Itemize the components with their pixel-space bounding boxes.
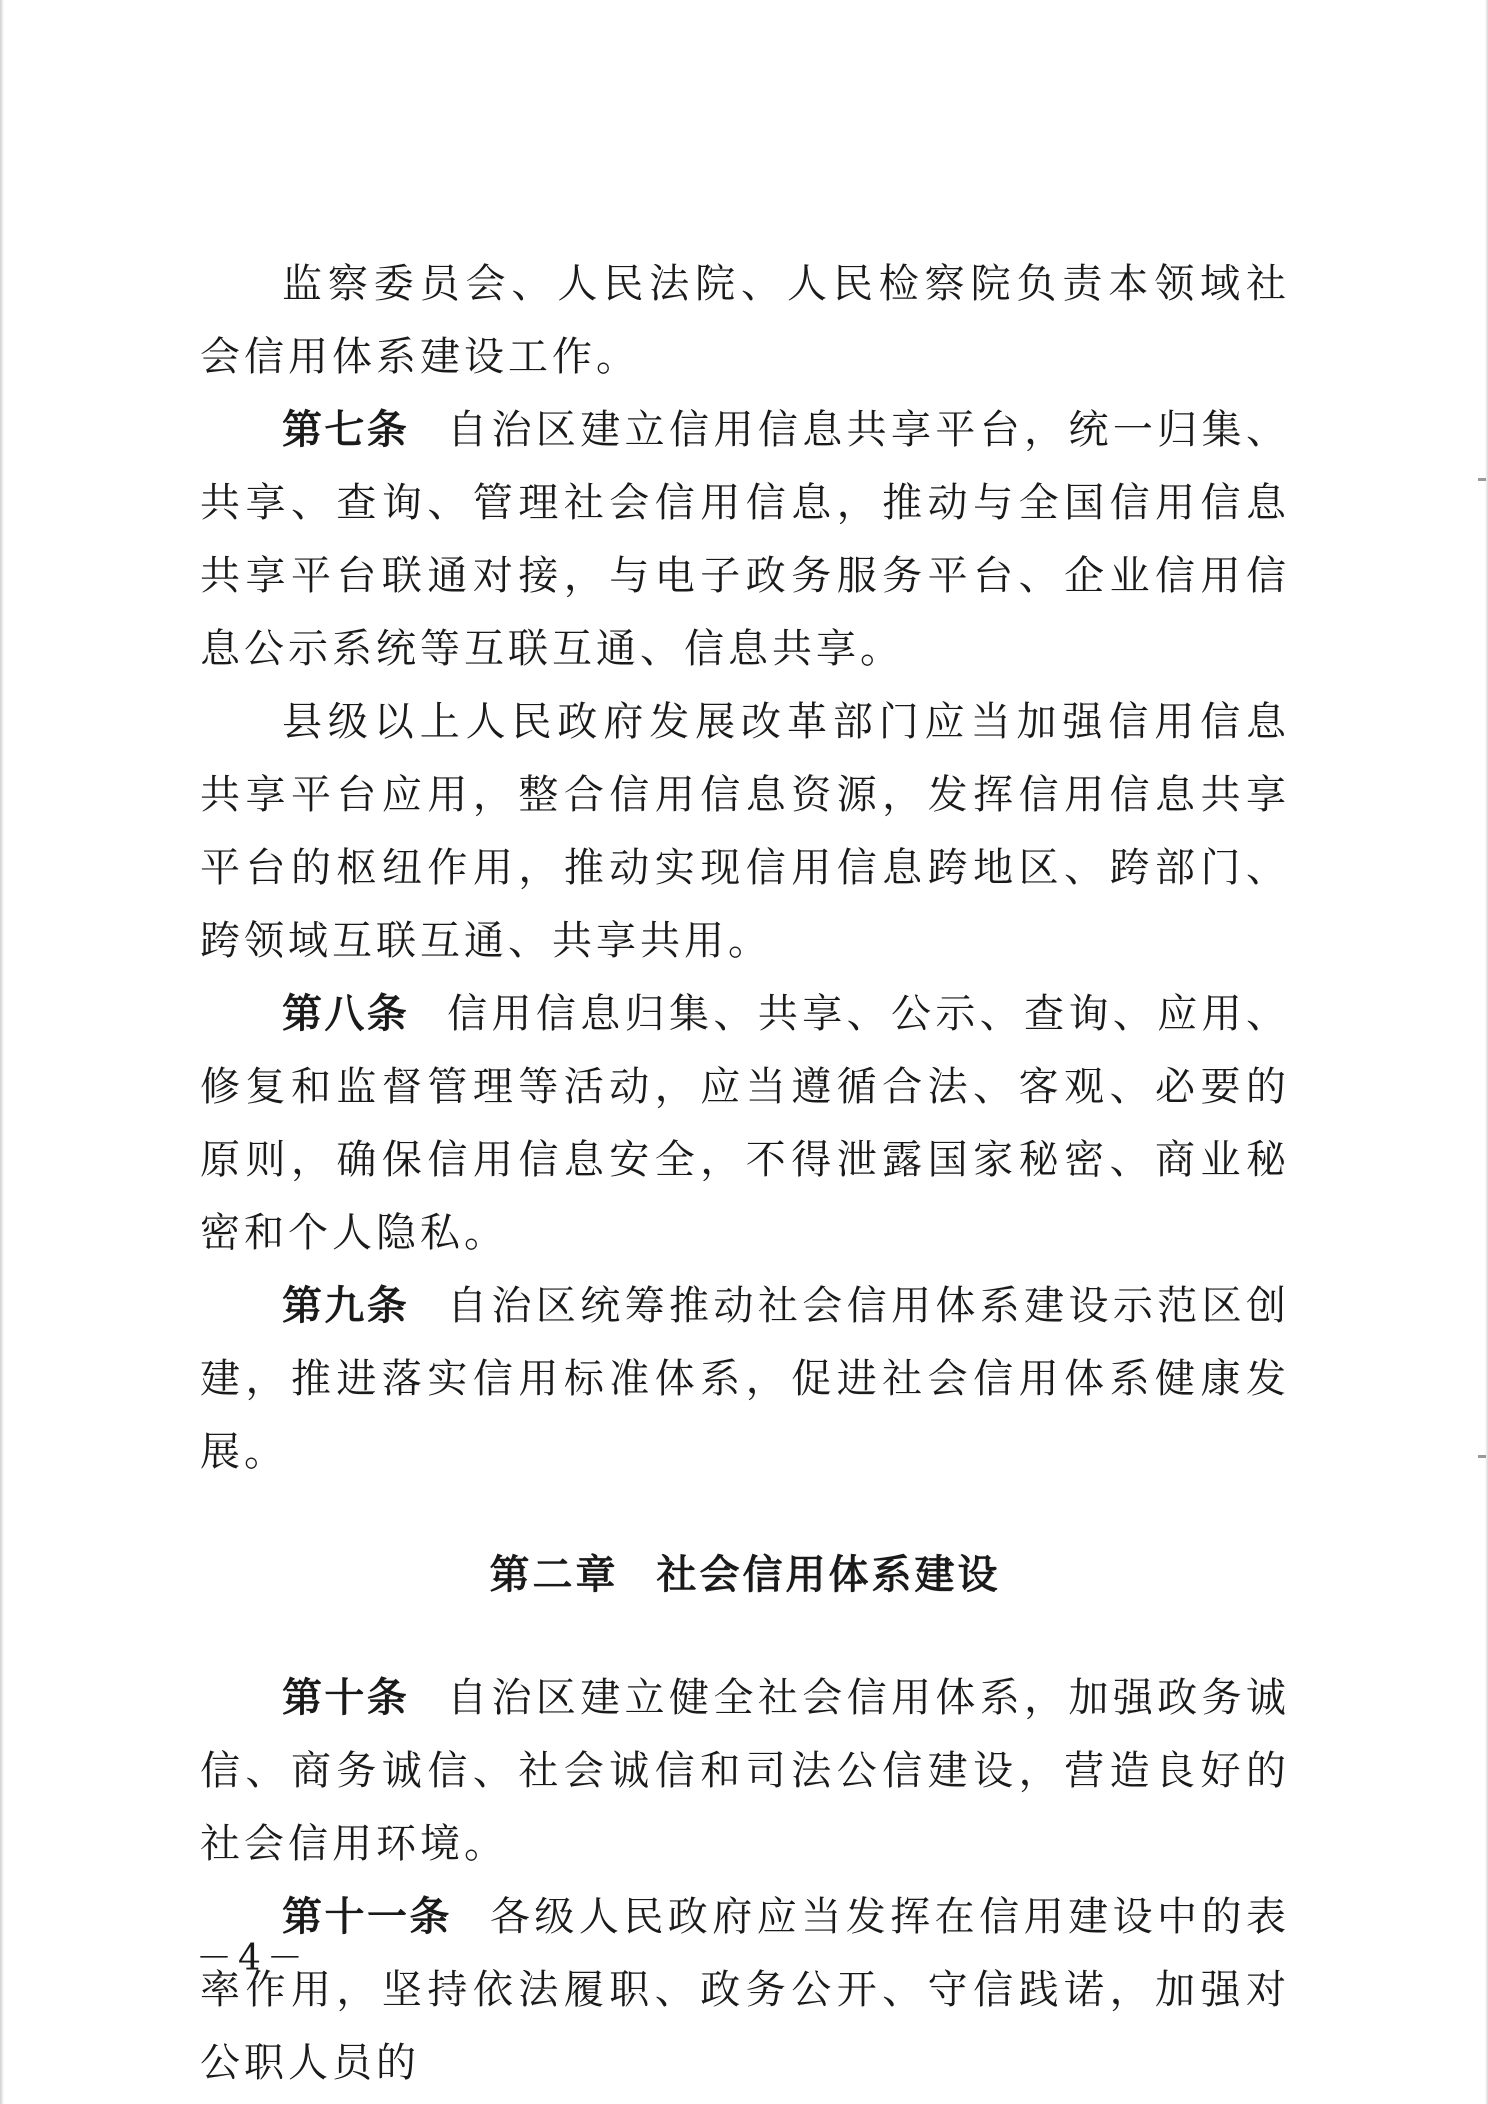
binding-mark (1478, 1455, 1486, 1458)
article-number: 第九条 (282, 1283, 410, 1329)
binding-mark (1478, 478, 1486, 481)
paragraph (200, 248, 1290, 394)
paragraph-text: 监察委员会、人民法院、人民检察院负责本领域社会信用体系建设工作。 (200, 261, 1290, 380)
article-number: 第七条 (282, 407, 410, 453)
article-paragraph (200, 394, 1290, 686)
document-body (200, 248, 1290, 2100)
paragraph (200, 686, 1290, 978)
paragraph-text: 自治区建立信用信息共享平台，统一归集、共享、查询、管理社会信用信息，推动与全国信用信息共享平台联通对接，与电子政务服务平台、企业信用信息公示系统等互联互通、信息共享。 (200, 407, 1291, 672)
article-number: 第十条 (282, 1675, 410, 1721)
article-paragraph (200, 1270, 1290, 1489)
article-paragraph (200, 1662, 1290, 1881)
paragraph-text: 自治区统筹推动社会信用体系建设示范区创建，推进落实信用标准体系，促进社会信用体系健康发展。 (200, 1283, 1291, 1475)
paragraph-text: 县级以上人民政府发展改革部门应当加强信用信息共享平台应用，整合信用信息资源，发挥信用信息共享平台的枢纽作用，推动实现信用信息跨地区、跨部门、跨领域互联互通、共享共用。 (200, 699, 1290, 964)
scan-edge-left (0, 0, 4, 2104)
chapter-number: 第二章 (489, 1552, 619, 1598)
chapter-heading (200, 1539, 1290, 1612)
article-paragraph (200, 978, 1290, 1270)
chapter-title: 社会信用体系建设 (656, 1552, 1001, 1598)
paragraph-text: 各级人民政府应当发挥在信用建设中的表率作用，坚持依法履职、政务公开、守信践诺，加强对公职人员的 (200, 1894, 1291, 2086)
article-paragraph (200, 1881, 1290, 2100)
article-number: 第八条 (282, 991, 410, 1037)
paragraph-text: 自治区建立健全社会信用体系，加强政务诚信、商务诚信、社会诚信和司法公信建设，营造良好的社会信用环境。 (200, 1675, 1291, 1867)
article-number: 第十一条 (282, 1894, 452, 1940)
page-number: －4－ (196, 1938, 309, 1979)
paragraph-text: 信用信息归集、共享、公示、查询、应用、修复和监督管理等活动，应当遵循合法、客观、必要的原则，确保信用信息安全，不得泄露国家秘密、商业秘密和个人隐私。 (200, 991, 1291, 1256)
